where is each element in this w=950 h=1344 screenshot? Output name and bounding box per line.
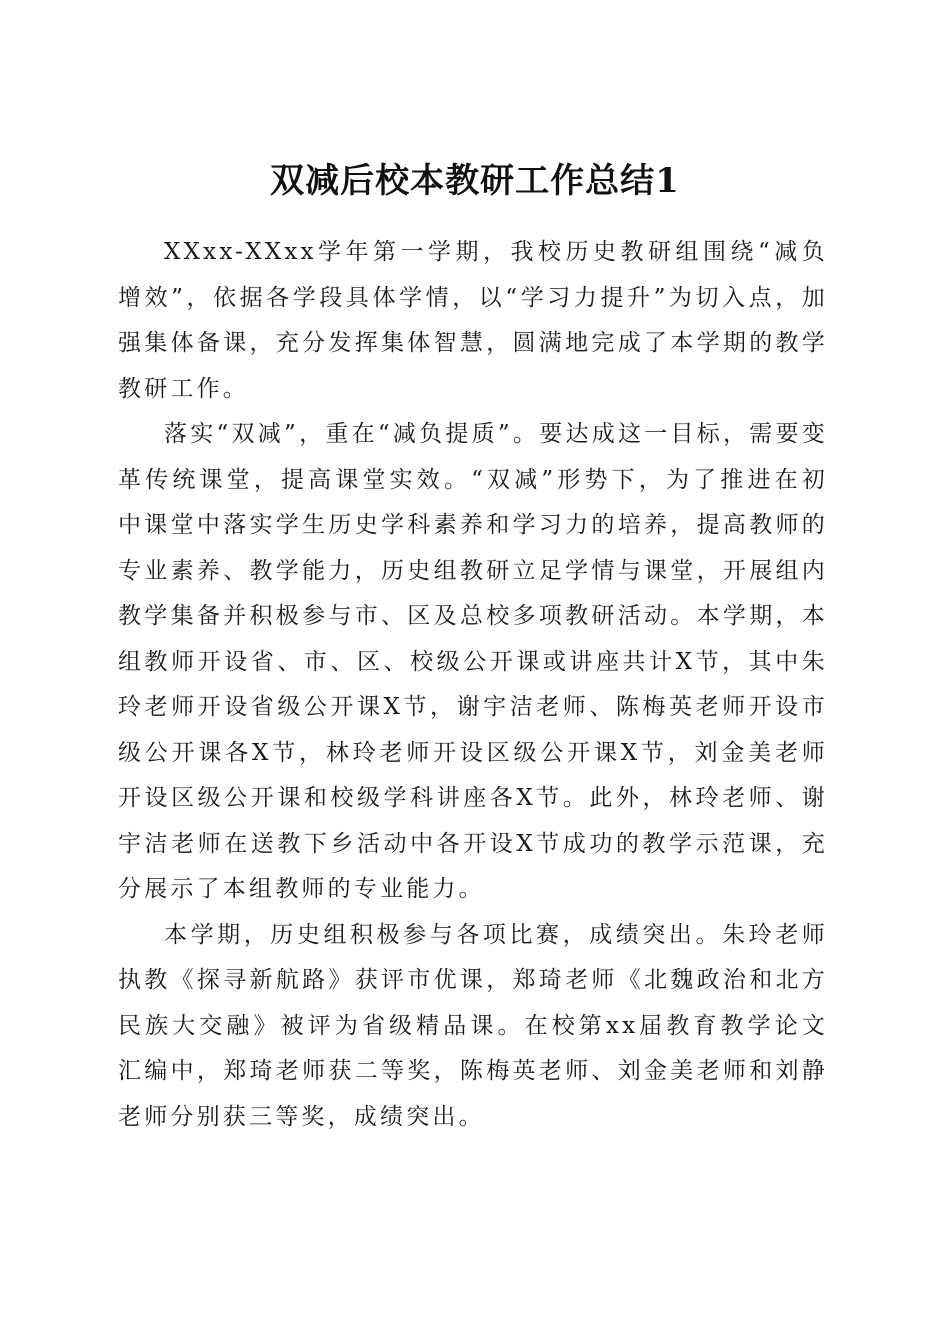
paragraph-activities: 落实“双减”，重在“减负提质”。要达成这一目标，需要变革传统课堂，提高课堂实效。“双减”形势下，为了推进在初中课堂中落实学生历史学科素养和学习力的培养，提高教师的专业素养、教学能力，历史组教研立足学情与课堂，开展组内教学集备并积极参与市、区及总校多项教研活动。本学期，本组教师开设省、市、区、校级公开课或讲座共计X节，其中朱玲老师开设省级公开课X节，谢宇洁老师、陈梅英老师开设市级公开课各X节，林玲老师开设区级公开课X节，刘金美老师开设区级公开课和校级学科讲座各X节。此外，林玲老师、谢宇洁老师在送教下乡活动中各开设X节成功的教学示范课，充分展示了本组教师的专业能力。 <box>118 421 828 902</box>
paragraph-intro: XXxx-XXxx学年第一学期，我校历史教研组围绕“减负增效”，依据各学段具体学情，以“学习力提升”为切入点，加强集体备课，充分发挥集体智慧，圆满地完成了本学期的教学教研工作。 <box>118 239 828 402</box>
paragraph-awards: 本学期，历史组积极参与各项比赛，成绩突出。朱玲老师执教《探寻新航路》获评市优课，郑琦老师《北魏政治和北方民族大交融》被评为省级精品课。在校第xx届教育教学论文汇编中，郑琦老师获二等奖，陈梅英老师、刘金美老师和刘静老师分别获三等奖，成绩突出。 <box>118 921 828 1130</box>
document-body <box>118 230 828 1140</box>
document-title: 双减后校本教研工作总结1 <box>270 160 680 201</box>
